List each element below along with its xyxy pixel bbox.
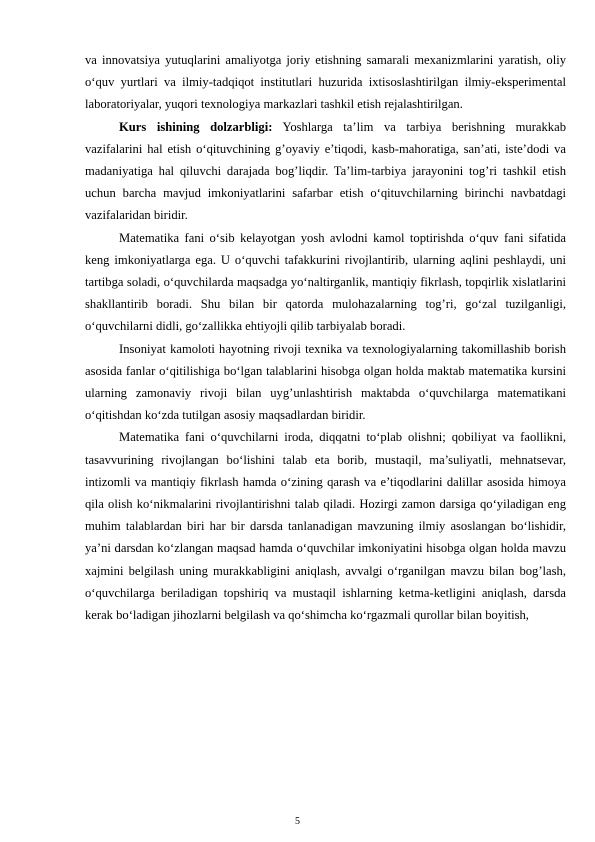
paragraph-1-text: va innovatsiya yutuqlarini amaliyotga joriy etishning samarali mexanizmlarini yaratish, oliy o‘quv yurtlari va ilmiy-tadqiqot institutlari huzurida ixtisoslashtirilgan ilmiy-eksperimental laboratoriyalar, yuqori texnologiya markazlari tashkil etish rejalashtirilgan.	[85, 53, 566, 112]
paragraph-4	[85, 338, 566, 427]
paragraph-5-text: Matematika fani o‘quvchilarni iroda, diqqatni to‘plab olishni; qobiliyat va faollikni, tasavvurining rivojlangan bo‘lishini talab eta borib, mustaqil, ma’suliyatli, mehnatsevar, intizomli va mantiqiy fikrlash hamda o‘zining qarash va e’tiqodlarini dalillar asosida himoya qila olish ko‘nikmalarini rivojlantirishni talab qiladi. Hozirgi zamon darsiga qo‘yiladigan eng muhim talablardan biri har bir darsda tanlanadigan mavzuning ilmiy asoslangan bo‘lishidir, ya’ni darsdan ko‘zlangan maqsad hamda o‘quvchilar imkoniyatini hisobga olgan holda mavzu xajmini belgilash uning murakkabligini aniqlash, avvalgi o‘rganilgan mavzu bilan bog’lash, o‘quvchilarga beriladigan topshiriq va mustaqil ishlarning ketma-ketligini aniqlash, darsda kerak bo‘ladigan jihozlarni belgilash va qo‘shimcha ko‘rgazmali qurollar bilan boyitish,	[85, 430, 566, 623]
paragraph-3-text: Matematika fani o‘sib kelayotgan yosh avlodni kamol toptirishda o‘quv fani sifatida keng imkoniyatlarga ega. U o‘quvchi tafakkurini rivojlantirib, ularning aqlini peshlaydi, uni tartibga soladi, o‘quvchilarda maqsadga yo‘naltirganlik, mantiqiy fikrlash, topqirlik xislatlarini shakllantirib boradi. Shu bilan bir qatorda mulohazalarning tog’ri, go‘zal tuzilganligi, o‘quvchilarni didli, go‘zallikka ehtiyojli qilib tarbiyalab boradi.	[85, 230, 566, 334]
page-number: 5	[295, 816, 300, 827]
paragraph-2-lead: Kurs ishining dolzarbligi:	[119, 119, 273, 134]
document-body	[85, 49, 566, 626]
paragraph-1	[85, 49, 566, 116]
paragraph-2	[85, 116, 566, 227]
paragraph-5	[85, 426, 566, 626]
paragraph-4-text: Insoniyat kamoloti hayotning rivoji texnika va texnologiyalarning takomillashib borish asosida fanlar o‘qitilishiga bo‘lgan talablarini hisobga olgan holda maktab matematika kursini ularning zamonaviy rivoji bilan uyg’unlashtirish maktabda o‘quvchilarga matematikani o‘qitishdan ko‘zda tutilgan asosiy maqsadlardan biridir.	[85, 341, 566, 423]
paragraph-3	[85, 227, 566, 338]
paragraph-2-text: Yoshlarga ta’lim va tarbiya berishning murakkab vazifalarini hal etish o‘qituvchining g’oyaviy e’tiqodi, kasb-mahoratiga, san’ati, iste’dodi va madaniyatiga hal qiluvchi darajada bog’liqdir. Ta’lim-tarbiya jarayonini tog’ri tashkil etish uchun barcha mavjud imkoniyatlarini safarbar etish o‘qituvchilarning birinchi navbatdagi vazifalaridan biridir.	[85, 119, 566, 223]
